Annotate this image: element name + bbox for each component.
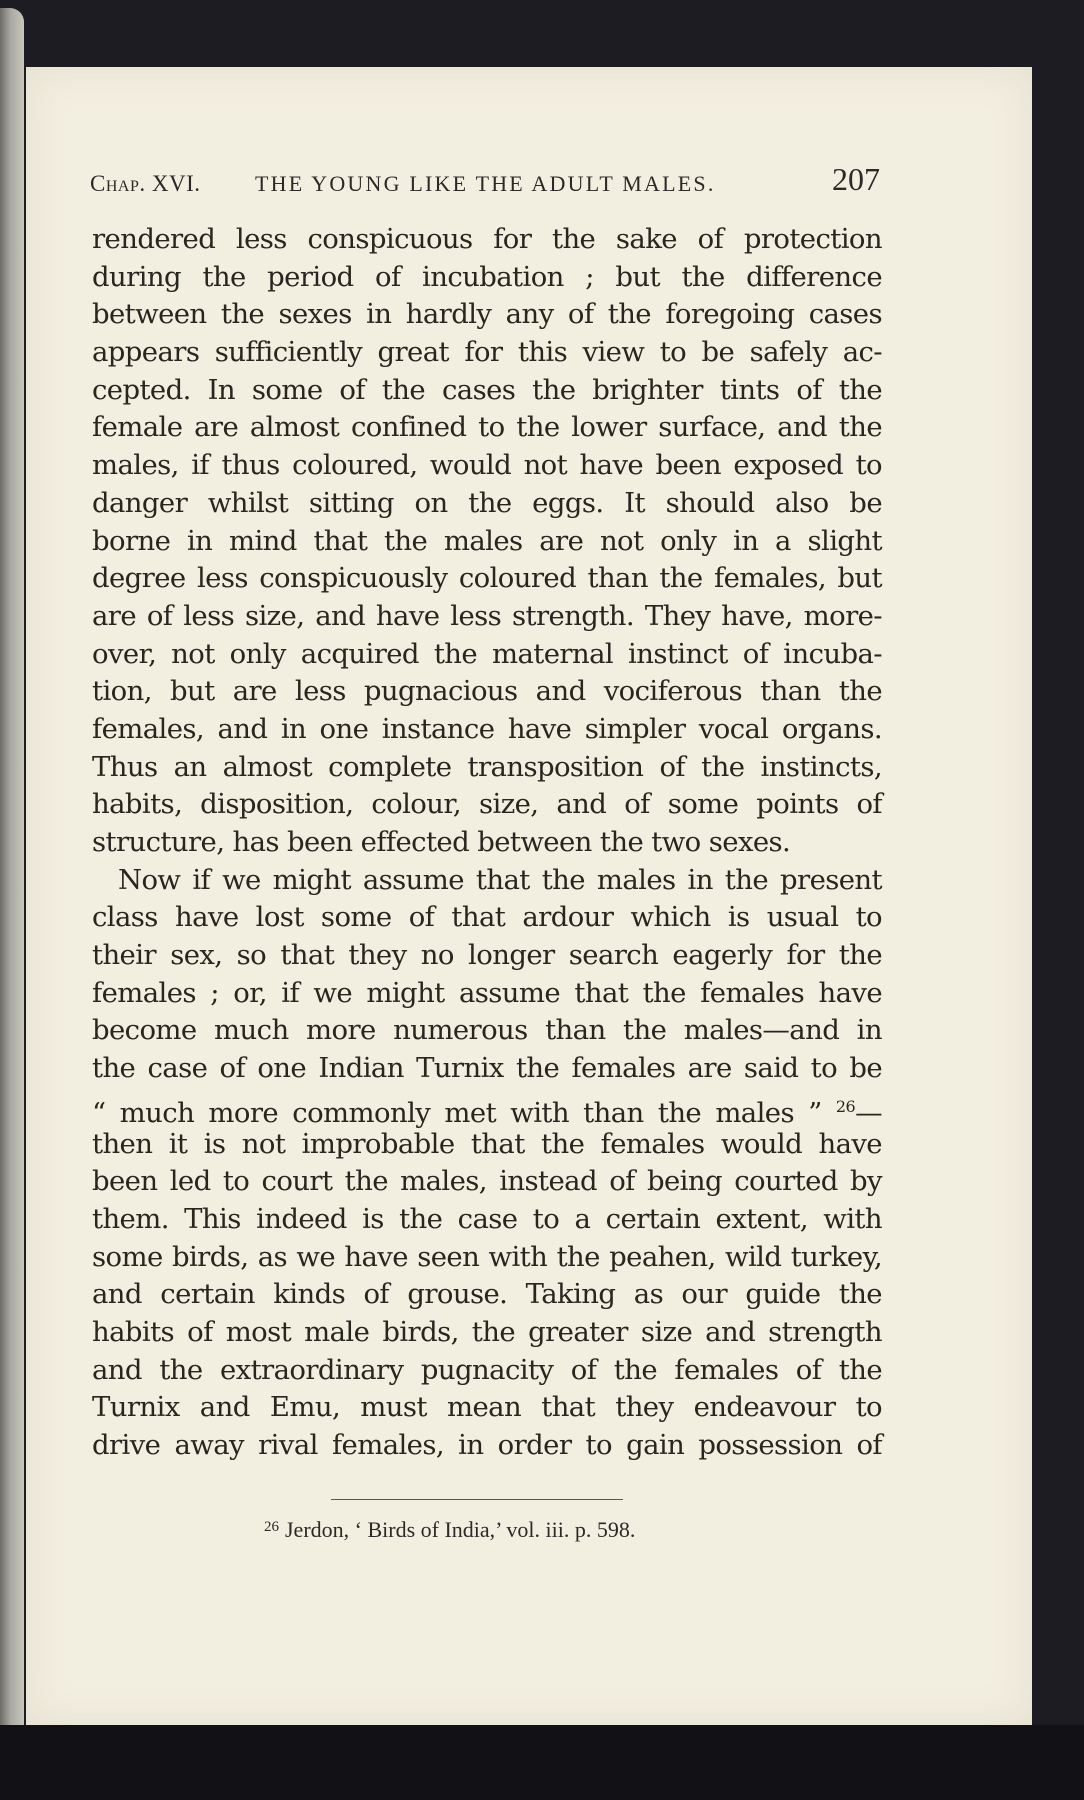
footnote-text: Jerdon, ‘ Birds of India,’ vol. iii. p. 598. bbox=[285, 1517, 636, 1542]
scan-background bbox=[0, 1725, 1084, 1800]
text-line: are of less size, and have less strength. They have, more- bbox=[92, 599, 882, 632]
book-page bbox=[26, 67, 1032, 1725]
text-line-with-footnote-ref bbox=[92, 1088, 882, 1129]
text-line: males, if thus coloured, would not have been exposed to bbox=[92, 449, 882, 482]
text-line: then it is not improbable that the females would have bbox=[92, 1127, 882, 1160]
footnote-divider bbox=[331, 1499, 623, 1500]
text-line: been led to court the males, instead of being courted by bbox=[92, 1165, 882, 1198]
body-text bbox=[92, 221, 882, 1465]
text-line: become much more numerous than the males—and in bbox=[92, 1014, 882, 1047]
text-line: rendered less conspicuous for the sake of protection bbox=[92, 223, 882, 255]
footnote-number: 26 bbox=[264, 1519, 279, 1535]
text-line: their sex, so that they no longer search eagerly for the bbox=[92, 939, 882, 972]
text-line: Now if we might assume that the males in the present bbox=[118, 863, 882, 896]
text-line: and the extraordinary pugnacity of the females of the bbox=[92, 1353, 882, 1386]
adjacent-page-edge bbox=[0, 8, 24, 1753]
text-line: females, and in one instance have simpler vocal organs. bbox=[92, 712, 882, 745]
text-line: during the period of incubation ; but the difference bbox=[92, 260, 882, 293]
footnote bbox=[264, 1517, 635, 1543]
text-line: class have lost some of that ardour which is usual to bbox=[92, 901, 882, 934]
text-line: between the sexes in hardly any of the foregoing cases bbox=[92, 298, 882, 331]
page-number: 207 bbox=[832, 161, 880, 197]
text-line: tion, but are less pugnacious and vociferous than the bbox=[92, 675, 882, 708]
text-line: Turnix and Emu, must mean that they endeavour to bbox=[92, 1391, 882, 1424]
text-line: some birds, as we have seen with the peahen, wild turkey, bbox=[92, 1240, 882, 1273]
text-line: over, not only acquired the maternal instinct of incuba- bbox=[92, 637, 882, 670]
footnote-reference: 26 bbox=[835, 1096, 856, 1116]
text-line: degree less conspicuously coloured than the females, but bbox=[92, 562, 882, 595]
text-line: structure, has been effected between the two sexes. bbox=[92, 826, 791, 858]
text-line: and certain kinds of grouse. Taking as our guide the bbox=[92, 1278, 882, 1311]
text-line: borne in mind that the males are not only in a slight bbox=[92, 524, 882, 557]
text-line: Thus an almost complete transposition of the instincts, bbox=[92, 750, 882, 783]
text-line: danger whilst sitting on the eggs. It should also be bbox=[92, 486, 882, 519]
text-line: habits, disposition, colour, size, and of some points of bbox=[92, 788, 882, 821]
text-line: them. This indeed is the case to a certain extent, with bbox=[92, 1202, 882, 1235]
text-line: drive away rival females, in order to gain possession of bbox=[92, 1429, 882, 1461]
text-line: the case of one Indian Turnix the females are said to be bbox=[92, 1052, 882, 1085]
text-line: appears sufficiently great for this view to be safely ac- bbox=[92, 336, 882, 369]
text-line: female are almost confined to the lower surface, and the bbox=[92, 411, 882, 444]
running-title: THE YOUNG LIKE THE ADULT MALES. bbox=[255, 171, 716, 196]
em-dash: — bbox=[855, 1096, 882, 1129]
text-line-segment: “ much more commonly met with than the males ” bbox=[92, 1096, 822, 1129]
text-line: habits of most male birds, the greater size and strength bbox=[92, 1315, 882, 1348]
running-head bbox=[90, 159, 880, 203]
text-line: females ; or, if we might assume that the females have bbox=[92, 976, 882, 1009]
text-line: cepted. In some of the cases the brighter tints of the bbox=[92, 373, 882, 406]
chapter-label: Chap. XVI. bbox=[90, 171, 201, 196]
